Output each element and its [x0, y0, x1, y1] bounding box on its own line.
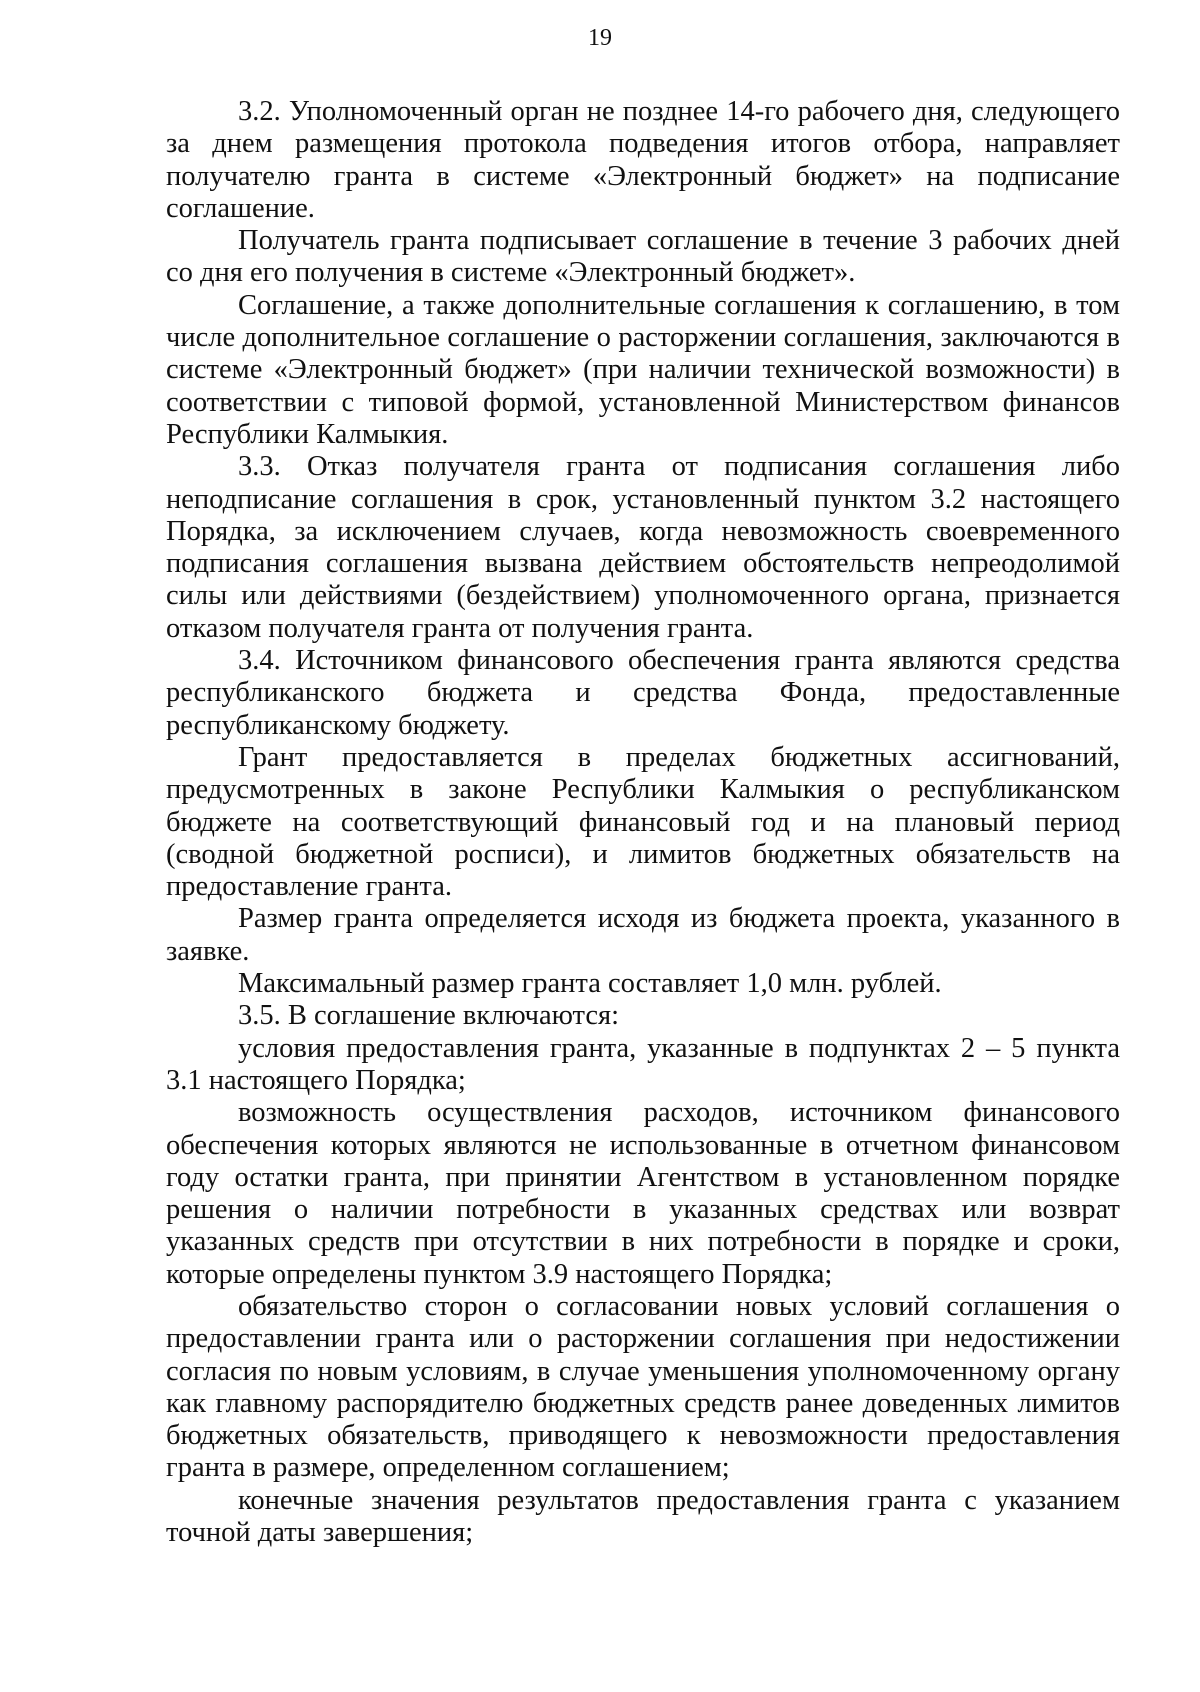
paragraph-signing-deadline: Получатель гранта подписывает соглашение в течение 3 рабочих дней со дня его получения в системе «Электронный бюджет». [166, 225, 1120, 289]
list-item-obligation: обязательство сторон о согласовании новых условий соглашения о предоставлении гранта или о расторжении соглашения при недостижении согласия по новым условиям, в случае уменьшения уполномоченному органу как главному распорядителю бюджетных средств ранее доведенных лимитов бюджетных обязательств, приводящего к невозможности предоставления гранта в размере, определенном соглашением; [166, 1290, 1120, 1484]
list-item-results: конечные значения результатов предоставления гранта с указанием точной даты завершения; [166, 1484, 1120, 1549]
list-item-conditions: условия предоставления гранта, указанные в подпунктах 2 – 5 пункта 3.1 настоящего Порядка; [166, 1032, 1120, 1096]
list-item-expenses: возможность осуществления расходов, источником финансового обеспечения которых являются не использованные в отчетном финансовом году остатки гранта, при принятии Агентством в установленном порядке решения о наличии потребности в указанных средствах или возврат указанных средств при отсутствии в них потребности в порядке и сроки, которые определены пунктом 3.9 настоящего Порядка; [166, 1097, 1120, 1290]
paragraph-3-5: 3.5. В соглашение включаются: [238, 1000, 620, 1032]
paragraph-grant-limits: Грант предоставляется в пределах бюджетных ассигнований, предусмотренных в законе Республики Калмыкия о республиканском бюджете на соответствующий финансовый год и на плановый период (сводной бюджетной росписи), и лимитов бюджетных обязательств на предоставление гранта. [166, 741, 1120, 903]
paragraph-3-4: 3.4. Источником финансового обеспечения гранта являются средства республиканского бюджета и средства Фонда, предоставленные республиканскому бюджету. [166, 645, 1120, 741]
paragraph-agreement-form: Соглашение, а также дополнительные соглашения к соглашению, в том числе дополнительное соглашение о расторжении соглашения, заключаются в системе «Электронный бюджет» (при наличии технической возможности) в соответствии с типовой формой, установленной Министерством финансов Республики Калмыкия. [166, 289, 1120, 450]
document-body [166, 96, 1120, 1549]
paragraph-max-grant: Максимальный размер гранта составляет 1,0 млн. рублей. [238, 968, 942, 1000]
paragraph-3-3: 3.3. Отказ получателя гранта от подписания соглашения либо неподписание соглашения в срок, установленный пунктом 3.2 настоящего Порядка, за исключением случаев, когда невозможность своевременного подписания соглашения вызвана действием обстоятельств непреодолимой силы или действиями (бездействием) уполномоченного органа, признается отказом получателя гранта от получения гранта. [166, 451, 1120, 644]
paragraph-3-2: 3.2. Уполномоченный орган не позднее 14-го рабочего дня, следующего за днем размещения протокола подведения итогов отбора, направляет получателю гранта в системе «Электронный бюджет» на подписание соглашение. [166, 96, 1120, 224]
page-number: 19 [588, 25, 612, 51]
paragraph-grant-size: Размер гранта определяется исходя из бюджета проекта, указанного в заявке. [166, 903, 1120, 967]
